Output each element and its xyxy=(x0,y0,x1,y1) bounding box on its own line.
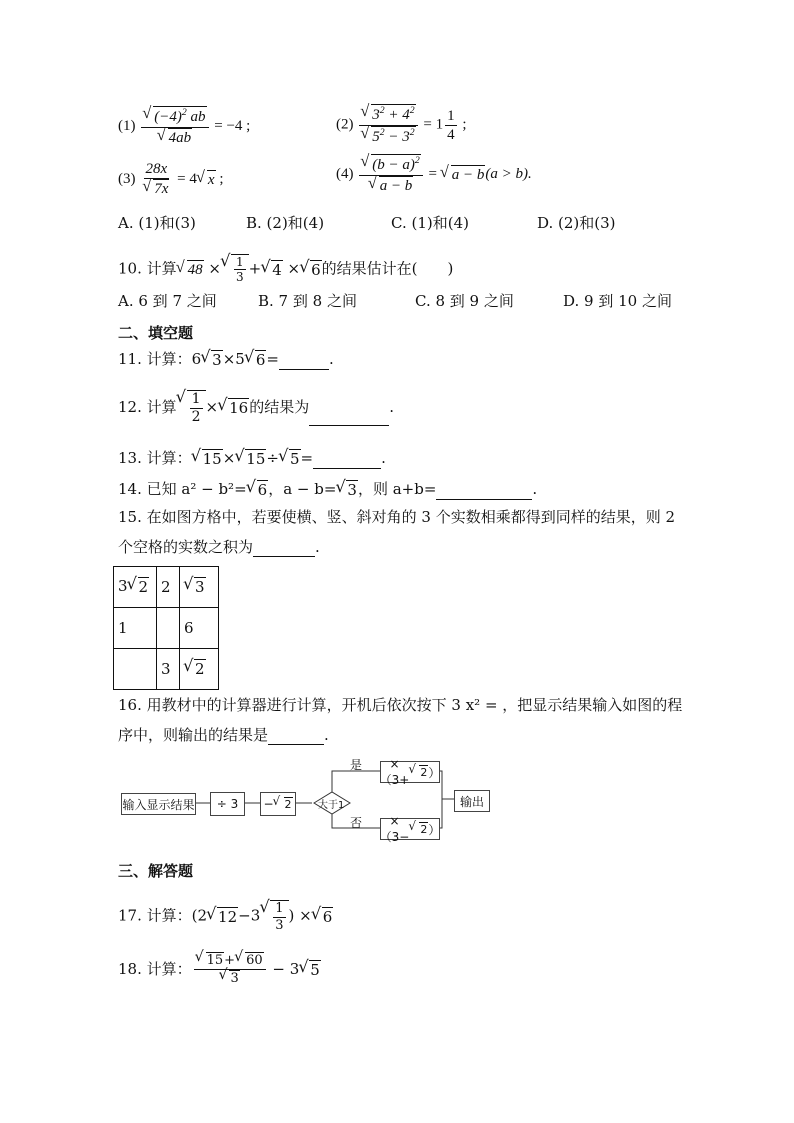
q9-item2: (2) √ $3^2 + 4^2$ √ $5^2 - 3^2$ = 1 $\frac{1}{4}$ ; xyxy=(336,104,467,147)
flow-multiply-yes-text: ×（3+ xyxy=(379,756,410,787)
q15-line1: 15. 在如图方格中，若要使横、竖、斜对角的 3 个实数相乘都得到同样的结果，则 2 xyxy=(118,508,676,526)
q17: 17. 计算：(2√ 12−3 √ $\frac{1}{3}$ ) ×√ 6 xyxy=(118,900,333,933)
grid-cell-r1c1: 3√ 2 xyxy=(114,567,157,608)
q18: 18. 计算： √ 15+√ 60 √ 3 − 3√ 5 xyxy=(118,952,321,988)
q15-answer-blank[interactable] xyxy=(253,541,315,557)
flow-multiply-yes-box: ×（3+ √ 2 ） xyxy=(380,761,440,783)
q9-item2-frac-num: 1 xyxy=(447,107,455,124)
q11: 11. 计算：6√ 3×5√ 6= . xyxy=(118,348,334,370)
grid-cell-r2c1: 1 xyxy=(114,608,157,649)
section-fill-in-heading: 二、填空题 xyxy=(118,324,194,342)
q9-option-b: B. (2)和(4) xyxy=(246,214,325,232)
q9-item2-label: (2) xyxy=(336,116,354,133)
q9-item3: (3) 28x √ 7x = 4√ x ; xyxy=(118,160,223,199)
q9-item4: (4) √ $(b - a)^2$ √ a − b = √ a − b(a > b). xyxy=(336,154,532,196)
q16-line2-text: 序中，则输出的结果是 xyxy=(118,726,269,744)
q13-prefix: 13. 计算： xyxy=(118,449,192,467)
q9-item4-label: (4) xyxy=(336,166,354,183)
grid-cell-r1c3: √ 3 xyxy=(180,567,219,608)
q11-answer-blank[interactable] xyxy=(279,354,329,370)
q10-prefix: 10. 计算 xyxy=(118,259,177,278)
q15-line2: 个空格的实数之积为 . xyxy=(118,538,320,556)
q12: 12. 计算 √ $\frac{1}{2}$ ×√ 16的结果为 . xyxy=(118,390,394,426)
q17-tail: ) × xyxy=(288,906,312,925)
q13-tail: = xyxy=(300,449,314,467)
q13: 13. 计算：√ 15×√ 15÷√ 5= . xyxy=(118,447,386,469)
q10-option-a: A. 6 到 7 之间 xyxy=(118,292,217,310)
grid-cell-r2c3: 6 xyxy=(180,608,219,649)
q9-option-d: D. (2)和(3) xyxy=(537,214,616,232)
q11-mid: ×5 xyxy=(222,350,245,368)
q9-item3-rhs: = 4 xyxy=(177,170,197,187)
q9-item1-fraction: √ $(-4)^2$ ab √ 4ab xyxy=(141,106,208,148)
q12-tail: 的结果为 xyxy=(249,397,310,416)
q10-option-d: D. 9 到 10 之间 xyxy=(563,292,672,310)
q9-item2-mixed-frac xyxy=(445,107,457,144)
q18-tail: − 3 xyxy=(272,959,300,978)
q18-prefix: 18. 计算： xyxy=(118,959,192,978)
q9-option-c: C. (1)和(4) xyxy=(391,214,469,232)
q9-item4-fraction: √ $(b - a)^2$ √ a − b xyxy=(359,154,423,196)
q9-item2-whole: 1 xyxy=(435,116,444,133)
q17-mid: −3 xyxy=(238,906,261,925)
grid-cell-r3c3: √ 2 xyxy=(180,649,219,690)
q9-item2-frac-den: 4 xyxy=(447,126,455,143)
q9-item2-tail: ; xyxy=(462,116,467,133)
q13-answer-blank[interactable] xyxy=(313,453,381,469)
flow-input-box: 输入显示结果 xyxy=(121,793,196,815)
magic-grid xyxy=(113,566,219,690)
q10-stem: 10. 计算√ 48 × √ $\frac{1}{3}$ +√ 4 ×√ 6的结果估计在( ) xyxy=(118,254,453,285)
q14-mid2: ，则 a+b= xyxy=(357,480,437,498)
grid-cell-r1c2: 2 xyxy=(157,567,180,608)
q9-option-a: A. (1)和(3) xyxy=(118,214,196,232)
q17-prefix: 17. 计算：(2 xyxy=(118,906,208,925)
flow-yes-label: 是 xyxy=(350,758,363,772)
flow-multiply-no-box: ×（3− √ 2 ） xyxy=(380,818,440,840)
q14-mid: ，a − b= xyxy=(268,480,337,498)
q14: 14. 已知 a² − b²=√ 6，a − b=√ 3，则 a+b= . xyxy=(118,478,537,500)
q10-option-b: B. 7 到 8 之间 xyxy=(258,292,357,310)
flow-multiply-no-text: ×（3− xyxy=(379,813,410,844)
q11-tail: = xyxy=(266,350,279,368)
flowchart xyxy=(118,752,492,842)
grid-cell-r3c2: 3 xyxy=(157,649,180,690)
grid-cell-r2c2-blank[interactable] xyxy=(157,608,180,649)
q12-answer-blank[interactable] xyxy=(309,410,389,426)
flow-condition-label: 大于1 xyxy=(318,800,345,811)
q9-item4-rhs: (a > b). xyxy=(485,166,532,183)
q10-suffix: 的结果估计在( ) xyxy=(321,259,454,278)
q9-item1 xyxy=(118,106,250,148)
q14-prefix: 14. 已知 a² − b²= xyxy=(118,480,247,498)
q9-item2-fraction: √ $3^2 + 4^2$ √ $5^2 - 3^2$ xyxy=(359,104,417,147)
q14-answer-blank[interactable] xyxy=(436,484,532,500)
flow-divide-box: ÷ 3 xyxy=(210,792,245,816)
q9-item3-fraction: 28x √ 7x xyxy=(141,160,171,199)
q9-item1-label: (1) xyxy=(118,118,136,135)
q16-line2: 序中，则输出的结果是 . xyxy=(118,726,329,744)
q10-option-c: C. 8 到 9 之间 xyxy=(415,292,514,310)
q11-prefix: 11. 计算：6 xyxy=(118,350,202,368)
q16-line1: 16. 用教材中的计算器进行计算，开机后依次按下 3 x² = ，把显示结果输入如图的程 xyxy=(118,696,683,714)
q15-line2-text: 个空格的实数之积为 xyxy=(118,538,254,556)
q9-item1-rhs: = −4 ; xyxy=(214,118,251,135)
q16-answer-blank[interactable] xyxy=(268,729,324,745)
q12-prefix: 12. 计算 xyxy=(118,397,177,416)
q18-fraction: √ 15+√ 60 √ 3 xyxy=(194,952,266,988)
flow-minus-sign: − xyxy=(263,797,274,811)
section-answer-heading: 三、解答题 xyxy=(118,862,194,880)
flow-minus-box: − √ 2 xyxy=(260,792,296,816)
grid-cell-r3c1-blank[interactable] xyxy=(114,649,157,690)
flow-no-label: 否 xyxy=(350,816,363,830)
q9-item3-label: (3) xyxy=(118,170,136,187)
flow-output-box: 输出 xyxy=(454,790,490,812)
